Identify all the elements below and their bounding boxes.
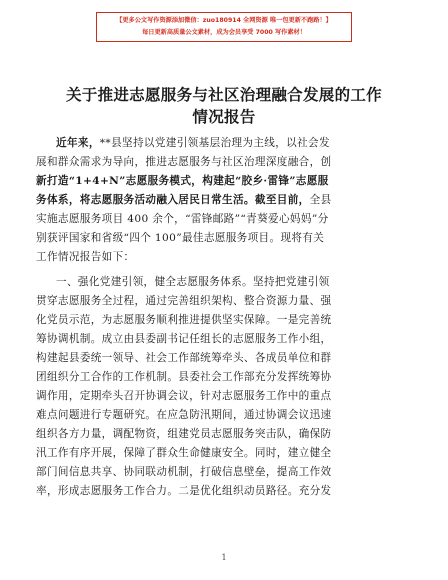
bold-text: 近年来， [56, 137, 100, 149]
body-text: 展和群众需求为导向，推进志愿服务与社区治理深度融合，创 [36, 156, 332, 168]
body-line [36, 387, 420, 406]
body-text: 别获评国家和省级“四个 100”最佳志愿服务项目。现将有关 [36, 232, 325, 244]
body-line [36, 153, 420, 172]
body-text: 率，形成志愿服务工作合力。二是优化组织动员路径。充分发 [36, 485, 332, 497]
body-line [56, 134, 420, 153]
body-text: 化党员示范，为志愿服务顺利推进提供坚实保障。一是完善统 [36, 314, 332, 326]
body-line [36, 444, 420, 463]
document-title-line2: 情况报告 [192, 107, 256, 126]
document-title-line1: 关于推进志愿服务与社区治理融合发展的工作 [65, 85, 382, 104]
body-line [36, 172, 420, 191]
page-number: 1 [221, 553, 227, 562]
body-line [36, 463, 420, 482]
body-text: 实施志愿服务项目 400 余个，“雷锋邮路”“青葵爱心妈妈”分 [36, 213, 329, 225]
body-line [36, 425, 420, 444]
promo-banner-line2: 每日更新高质量公文素材，成为会员享受 7000 写作素材！ [142, 29, 306, 36]
body-line [36, 349, 420, 368]
body-text: 汛工作有序开展，保障了群众生命健康安全。同时，建立健全 [36, 447, 332, 459]
body-line [56, 273, 420, 292]
body-line [36, 311, 420, 330]
body-line [36, 482, 420, 501]
bold-text: 务体系，将志愿服务活动融入居民日常生活。截至目前， [36, 194, 310, 206]
body-line [36, 248, 420, 267]
body-text: 全县 [309, 194, 332, 206]
body-text: 团组织分工合作的工作机制。县委社会工作部充分发挥统筹协 [36, 371, 332, 383]
body-text: **县坚持以党建引领基层治理为主线，以社会发 [99, 137, 330, 149]
body-line [36, 292, 420, 311]
promo-banner-line1: 【更多公文写作资源添加微信：zuo180914 全网资源 唯一包更新不跑路！】 [116, 17, 332, 24]
body-text: 筹协调机制。成立由县委副书记任组长的志愿服务工作小组， [36, 333, 332, 345]
body-line [36, 191, 420, 210]
body-text: 部门间信息共享、协同联动机制，打破信息壁垒，提高工作效 [36, 466, 332, 478]
body-line [36, 210, 420, 229]
body-line [36, 406, 420, 425]
body-text: 工作情况报告如下： [36, 251, 135, 263]
bold-text: 新打造“1+4+N”志愿服务模式，构建起“胶乡·雷锋”志愿服 [36, 175, 329, 187]
body-text: 贯穿志愿服务全过程，通过完善组织架构、整合资源力量、强 [36, 295, 332, 307]
body-text: 构建起县委统一领导、社会工作部统筹牵头、各成员单位和群 [36, 352, 332, 364]
body-text: 调作用，定期牵头召开协调会议，针对志愿服务工作中的重点 [36, 390, 332, 402]
body-line [36, 330, 420, 349]
body-text: 组织各方力量，调配物资，组建党员志愿服务突击队，确保防 [36, 428, 332, 440]
body-text: 一、强化党建引领，健全志愿服务体系。坚持把党建引领 [56, 276, 330, 288]
body-text: 难点问题进行专题研究。在应急防汛期间，通过协调会议迅速 [36, 409, 332, 421]
body-line [36, 368, 420, 387]
promo-banner [96, 12, 352, 42]
body-line [36, 229, 420, 248]
